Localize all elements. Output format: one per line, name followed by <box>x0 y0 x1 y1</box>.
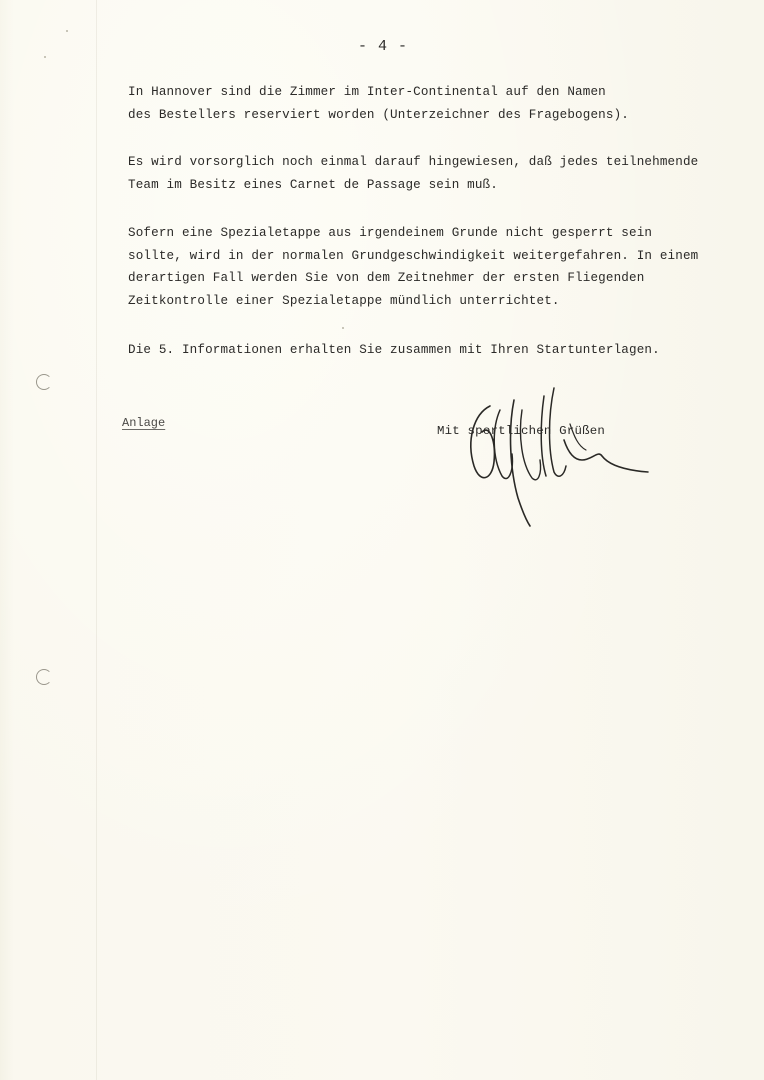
page-number: - 4 - <box>358 38 409 55</box>
paragraph-hotel-reservation <box>128 81 728 126</box>
paper-speck <box>66 30 68 32</box>
paragraph-special-stage <box>128 222 728 312</box>
paragraph-line: derartigen Fall werden Sie von dem Zeitnehmer der ersten Fliegenden <box>128 271 645 285</box>
paragraph-line: Team im Besitz eines Carnet de Passage sein muß. <box>128 177 498 192</box>
paper-speck <box>44 56 46 58</box>
paragraph-line: Die 5. Informationen erhalten Sie zusammen mit Ihren Startunterlagen. <box>128 343 660 357</box>
paragraph-line: sollte, wird in der normalen Grundgeschwindigkeit weitergefahren. In einem <box>128 248 699 263</box>
paragraph-line: Es wird vorsorglich noch einmal darauf hingewiesen, daß jedes teilnehmende <box>128 155 699 169</box>
paragraph-line: des Bestellers reserviert worden (Unterzeichner des Fragebogens). <box>128 107 629 122</box>
paragraph-carnet-notice <box>128 151 728 196</box>
closing-salutation: Mit sportlichen Grüßen <box>437 424 605 438</box>
paper-speck <box>342 327 344 329</box>
handwritten-signature-icon <box>452 380 662 530</box>
enclosure-label: Anlage <box>122 416 166 430</box>
punch-hole-icon <box>36 374 52 390</box>
paragraph-line: In Hannover sind die Zimmer im Inter-Continental auf den Namen <box>128 85 606 99</box>
page-fold-shadow <box>96 0 97 1080</box>
paragraph-start-documents <box>128 339 728 362</box>
paragraph-line: Zeitkontrolle einer Spezialetappe mündlich unterrichtet. <box>128 293 560 308</box>
paragraph-line: Sofern eine Spezialetappe aus irgendeinem Grunde nicht gesperrt sein <box>128 226 653 240</box>
punch-hole-icon <box>36 669 52 685</box>
